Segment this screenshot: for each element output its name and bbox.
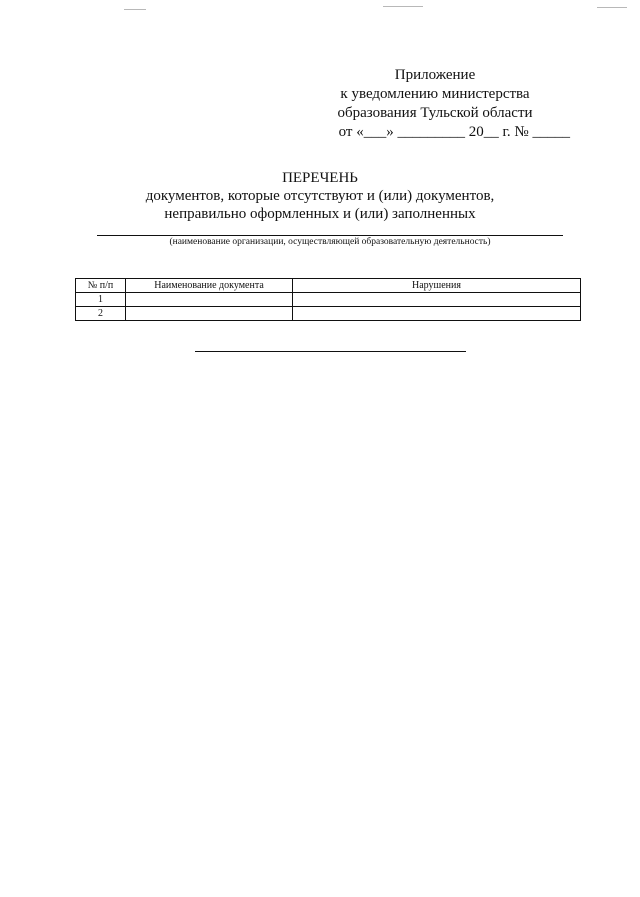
scan-artifact	[597, 7, 627, 8]
row-number: 1	[76, 293, 126, 307]
title-heading: ПЕРЕЧЕНЬ	[282, 170, 358, 186]
table-row	[76, 307, 581, 321]
header-number: № п/п	[76, 279, 126, 293]
organization-caption: (наименование организации, осуществляющей образовательную деятельность)	[169, 237, 491, 247]
appendix-ministry: образования Тульской области	[337, 105, 533, 121]
document-title	[100, 169, 540, 223]
row-number: 2	[76, 307, 126, 321]
row-document-name	[126, 307, 293, 321]
appendix-reference: к уведомлению министерства	[340, 86, 530, 102]
row-violations	[293, 307, 581, 321]
signature-line	[195, 351, 466, 352]
table-header-row	[76, 279, 581, 293]
appendix-date-number: от «___» _________ 20__ г. № _____	[338, 124, 570, 140]
scan-artifact	[383, 6, 423, 7]
header-violations: Нарушения	[293, 279, 581, 293]
row-violations	[293, 293, 581, 307]
appendix-header	[300, 66, 570, 142]
header-document-name: Наименование документа	[126, 279, 293, 293]
scan-artifact	[124, 9, 146, 10]
appendix-title: Приложение	[394, 67, 476, 83]
table-row	[76, 293, 581, 307]
title-subtitle-line-2: неправильно оформленных и (или) заполненных	[164, 206, 476, 222]
violations-table	[75, 278, 581, 321]
title-subtitle-line-1: документов, которые отсутствуют и (или) документов,	[145, 188, 495, 204]
row-document-name	[126, 293, 293, 307]
